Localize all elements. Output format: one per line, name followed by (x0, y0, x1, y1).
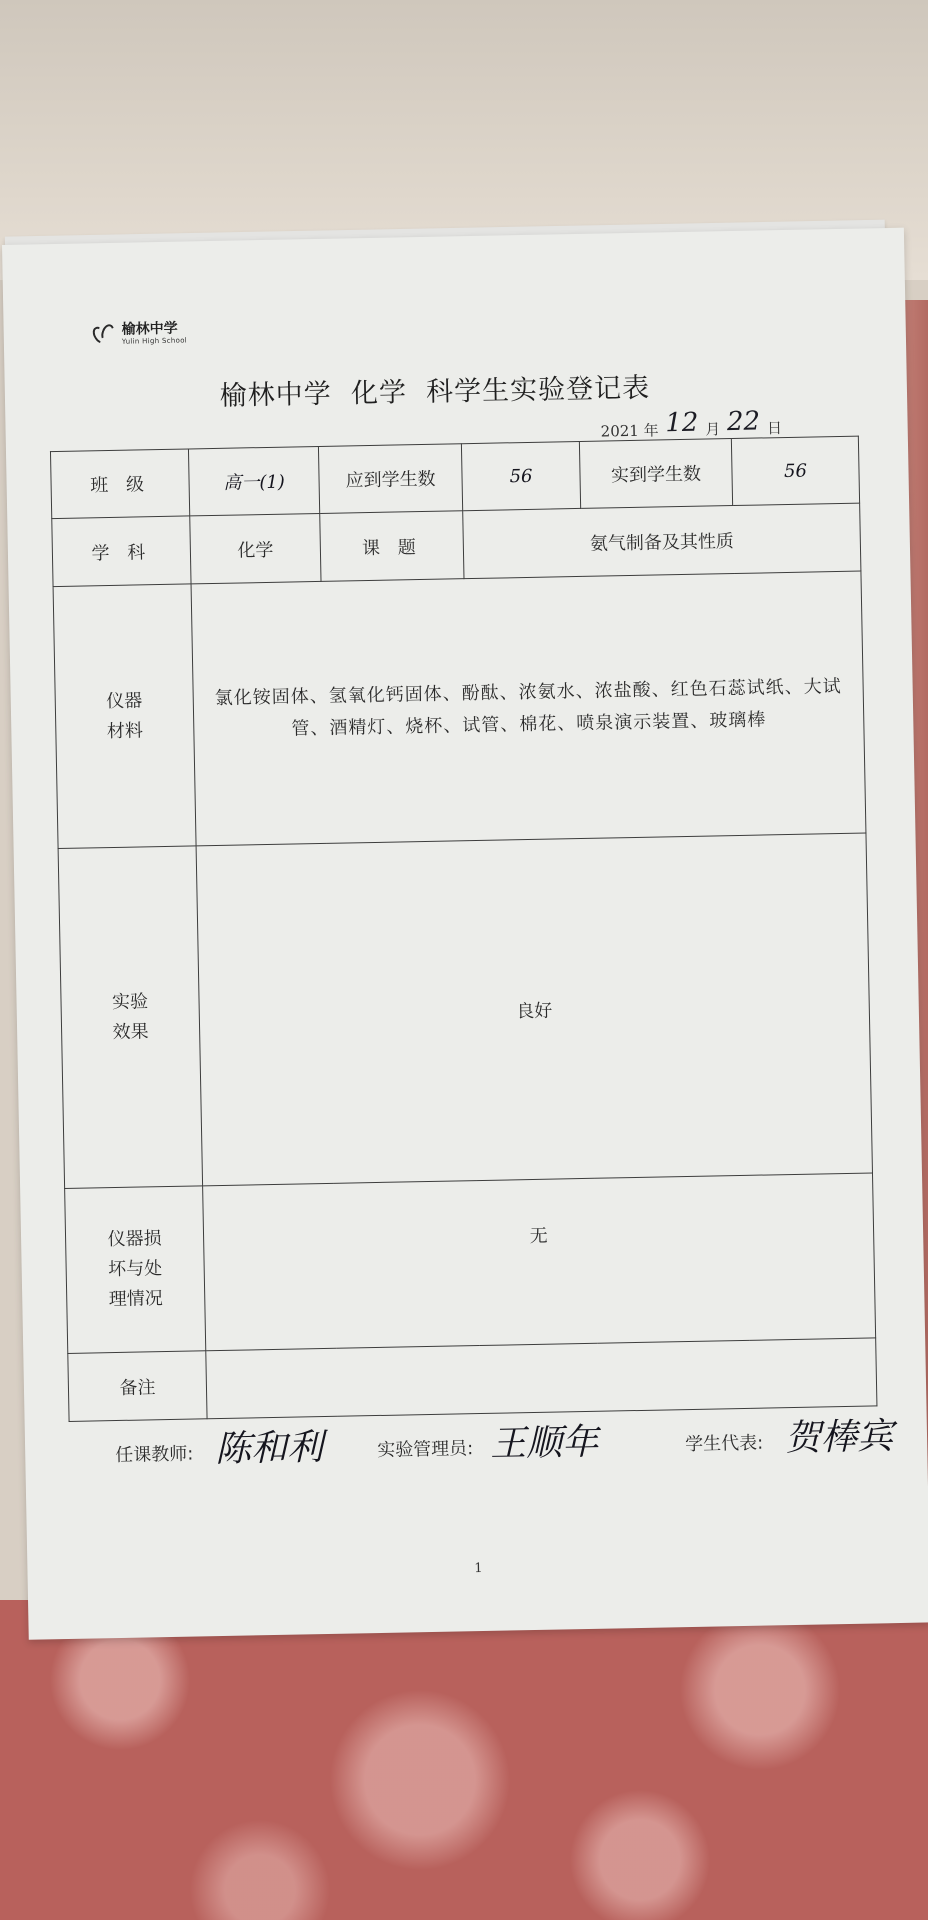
date-day-unit: 日 (766, 419, 783, 438)
date-day: 22 (726, 406, 761, 438)
date-year: 2021 (600, 421, 640, 441)
table-row (65, 1173, 876, 1353)
actual-count-value: 56 (731, 436, 859, 505)
class-value: 高一(1) (188, 446, 319, 515)
page-number: 1 (474, 1561, 483, 1577)
date-year-unit: 年 (643, 421, 659, 440)
table-row (58, 833, 872, 1188)
expected-count-value: 56 (461, 441, 580, 510)
subject-label: 学 科 (52, 516, 191, 587)
logo-name-en: Yulin High School (121, 336, 188, 346)
date-month: 12 (665, 407, 699, 439)
lab-admin-signature: 王顺年 (489, 1421, 599, 1465)
date-month-unit: 月 (705, 420, 721, 439)
lab-admin-label: 实验管理员: (377, 1438, 474, 1462)
table-row (53, 571, 866, 848)
remarks-value (206, 1338, 877, 1419)
background-tablecloth (0, 1600, 928, 1920)
registration-table (50, 436, 877, 1422)
teacher-signature: 陈和利 (214, 1427, 324, 1471)
damage-value: 无 (203, 1173, 876, 1351)
remarks-label: 备注 (68, 1351, 207, 1422)
form-title: 榆林中学 化学 科学生实验登记表 (219, 372, 651, 412)
topic-label: 课 题 (320, 511, 464, 582)
materials-value: 氯化铵固体、氢氧化钙固体、酚酞、浓氨水、浓盐酸、红色石蕊试纸、大试管、酒精灯、烧杯、试管、棉花、喷泉演示装置、玻璃棒 (191, 571, 866, 846)
result-label: 实验 效果 (58, 846, 203, 1189)
materials-label: 仪器 材料 (53, 584, 196, 849)
expected-count-label: 应到学生数 (318, 444, 462, 514)
teacher-label: 任课教师: (115, 1443, 194, 1467)
class-label: 班 级 (50, 449, 189, 519)
student-rep-label: 学生代表: (684, 1432, 764, 1456)
registration-form-sheet (2, 228, 928, 1640)
topic-value: 氨气制备及其性质 (463, 503, 861, 579)
table-row (68, 1338, 877, 1421)
actual-count-label: 实到学生数 (579, 439, 732, 509)
school-logo (94, 321, 188, 346)
damage-label: 仪器损 坏与处 理情况 (65, 1186, 206, 1354)
logo-name-cn: 榆林中学 (121, 320, 178, 338)
result-value: 良好 (196, 833, 872, 1186)
palm-logo-icon (94, 323, 116, 345)
subject-value: 化学 (190, 513, 321, 583)
student-rep-signature: 贺棒宾 (784, 1416, 894, 1460)
